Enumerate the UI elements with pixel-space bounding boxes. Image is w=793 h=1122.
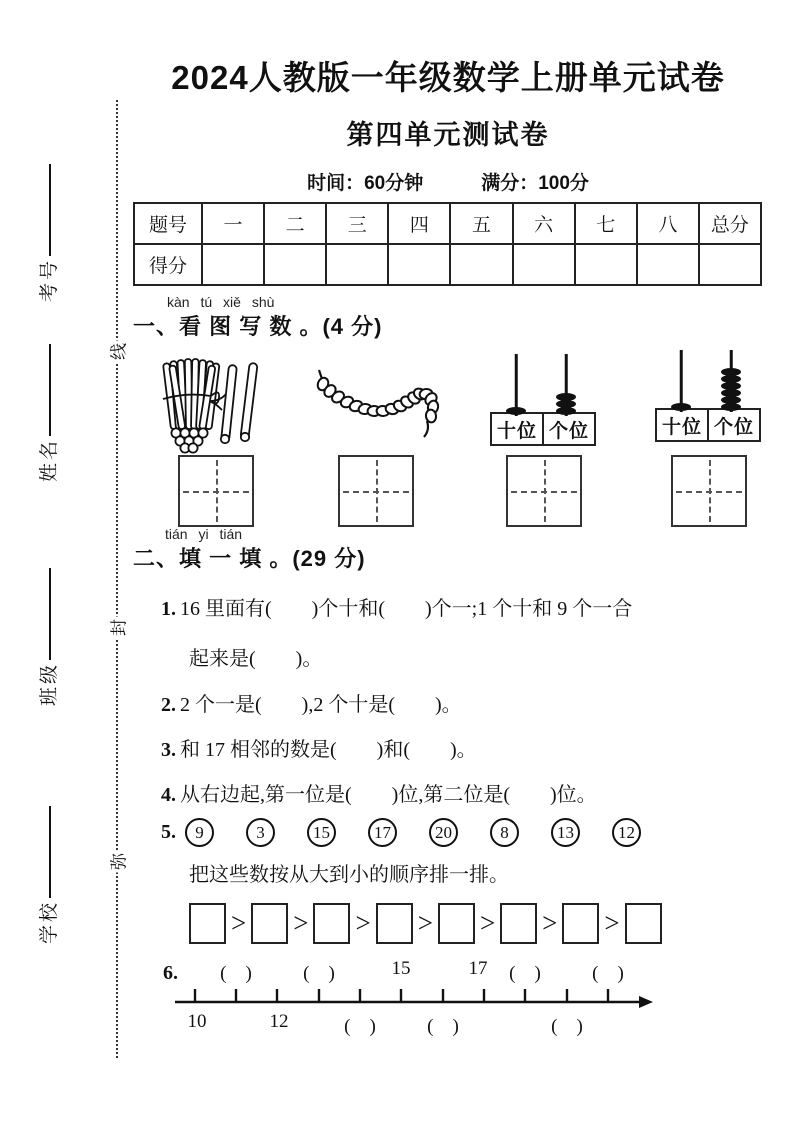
col-6: 六 bbox=[513, 203, 575, 244]
ones-beads bbox=[556, 393, 576, 414]
score-cell bbox=[264, 244, 326, 285]
exam-number-field bbox=[34, 164, 61, 302]
circled-number: 13 bbox=[551, 818, 580, 847]
col-1: 一 bbox=[202, 203, 264, 244]
name-label: 姓名 bbox=[39, 437, 60, 482]
school-blank-line bbox=[49, 806, 51, 898]
bead-string-figure bbox=[305, 366, 441, 458]
ordering-box bbox=[251, 903, 288, 944]
section2-heading: 二、填 一 填 。(29 分) bbox=[133, 546, 366, 571]
ones-place-label: 个位 bbox=[707, 408, 761, 442]
tens-rod bbox=[670, 350, 692, 410]
ordering-box bbox=[376, 903, 413, 944]
score-cell bbox=[202, 244, 264, 285]
ordering-box bbox=[562, 903, 599, 944]
greater-than-sign: > bbox=[293, 908, 309, 938]
ones-rod bbox=[720, 350, 742, 410]
circled-number: 3 bbox=[246, 818, 275, 847]
number-line-blank-below: ( ) bbox=[427, 1016, 459, 1037]
col-5: 五 bbox=[450, 203, 512, 244]
bead bbox=[556, 407, 576, 415]
abacus-base bbox=[655, 408, 761, 442]
col-2: 二 bbox=[264, 203, 326, 244]
arrow-head bbox=[639, 996, 653, 1008]
answer-grid-2 bbox=[338, 455, 414, 527]
section2-pinyin: tián yi tián bbox=[165, 526, 243, 542]
circled-number: 12 bbox=[612, 818, 641, 847]
score-label: 得分 bbox=[134, 244, 202, 285]
circled-number: 9 bbox=[185, 818, 214, 847]
score-table bbox=[133, 202, 762, 286]
number-line-blank-above: ( ) bbox=[509, 963, 541, 984]
greater-than-sign: > bbox=[355, 908, 371, 938]
greater-than-sign: > bbox=[542, 908, 558, 938]
greater-than-sign: > bbox=[231, 908, 247, 938]
number-line-blank-below: ( ) bbox=[344, 1016, 376, 1037]
ones-place-label: 个位 bbox=[542, 412, 596, 446]
main-content bbox=[133, 0, 763, 1122]
tens-place-label: 十位 bbox=[655, 408, 709, 442]
score-cell bbox=[388, 244, 450, 285]
circled-number: 17 bbox=[368, 818, 397, 847]
score-cell bbox=[450, 244, 512, 285]
question-1-number: 1. bbox=[161, 598, 176, 620]
question-4 bbox=[161, 778, 597, 807]
bead bbox=[671, 403, 691, 411]
col-8: 八 bbox=[637, 203, 699, 244]
info-row bbox=[133, 168, 763, 195]
greater-than-sign: > bbox=[604, 908, 620, 938]
class-label: 班级 bbox=[39, 661, 60, 706]
score-cell bbox=[637, 244, 699, 285]
ones-beads bbox=[721, 368, 741, 410]
question-2-number: 2. bbox=[161, 694, 176, 716]
question-2 bbox=[161, 688, 462, 717]
abacus-base bbox=[490, 412, 596, 446]
number-line-blank-below: ( ) bbox=[551, 1016, 583, 1037]
ordering-box bbox=[313, 903, 350, 944]
ordering-box bbox=[438, 903, 475, 944]
tens-beads bbox=[671, 403, 691, 410]
section1-pinyin: kàn tú xiě shù bbox=[167, 294, 275, 310]
question-5-instruction: 把这些数按从大到小的顺序排一排。 bbox=[189, 864, 509, 886]
question-4-number: 4. bbox=[161, 784, 176, 806]
score-cell bbox=[699, 244, 761, 285]
tens-beads bbox=[506, 407, 526, 414]
ordering-box bbox=[625, 903, 662, 944]
tens-place-label: 十位 bbox=[490, 412, 544, 446]
tens-rod bbox=[505, 354, 527, 414]
number-line-blank-above: ( ) bbox=[220, 963, 252, 984]
circled-number: 20 bbox=[429, 818, 458, 847]
question-2-text: 2 个一是( ),2 个十是( )。 bbox=[180, 694, 462, 716]
score-cell bbox=[326, 244, 388, 285]
question-4-text: 从右边起,第一位是( )位,第二位是( )位。 bbox=[180, 784, 597, 806]
number-line-value-12: 12 bbox=[269, 1011, 289, 1032]
name-blank-line bbox=[49, 344, 51, 436]
score-cell bbox=[575, 244, 637, 285]
col-total: 总分 bbox=[699, 203, 761, 244]
greater-than-sign: > bbox=[479, 908, 496, 938]
page-subtitle: 第四单元测试卷 bbox=[346, 120, 550, 150]
question-1-line-2: 起来是( )。 bbox=[189, 648, 323, 670]
question-3 bbox=[161, 733, 477, 762]
answer-grid-1 bbox=[178, 455, 254, 527]
question-3-number: 3. bbox=[161, 739, 176, 761]
col-3: 三 bbox=[326, 203, 388, 244]
answer-grid-4 bbox=[671, 455, 747, 527]
full-score: 满分：100分 bbox=[481, 173, 589, 194]
number-line-value-15: 15 bbox=[391, 958, 411, 979]
school-field bbox=[34, 806, 61, 944]
circled-number: 15 bbox=[307, 818, 336, 847]
greater-than-sign: > bbox=[417, 908, 433, 938]
question-1-line-1 bbox=[161, 592, 632, 621]
score-table-score-row bbox=[134, 244, 761, 285]
score-cell bbox=[513, 244, 575, 285]
school-label: 学校 bbox=[39, 899, 60, 944]
ordering-boxes-row bbox=[189, 903, 662, 944]
ordering-box bbox=[189, 903, 226, 944]
score-table-header-row bbox=[134, 203, 761, 244]
place-value-abacus-2 bbox=[655, 350, 763, 442]
class-field bbox=[34, 568, 61, 706]
sticks-bundle-figure bbox=[161, 357, 265, 455]
answer-grid-3 bbox=[506, 455, 582, 527]
col-7: 七 bbox=[575, 203, 637, 244]
number-line bbox=[173, 956, 673, 1048]
question-5-number: 5. bbox=[161, 820, 176, 843]
page-title: 2024人教版一年级数学上册单元试卷 bbox=[171, 59, 725, 96]
question-number-label: 题号 bbox=[134, 203, 202, 244]
name-field bbox=[34, 344, 61, 482]
place-value-abacus-1 bbox=[490, 354, 598, 446]
section1-heading: 一、看 图 写 数 。(4 分) bbox=[133, 314, 383, 339]
ordering-box bbox=[500, 903, 537, 944]
seal-char-feng: 封 bbox=[102, 617, 133, 639]
number-line-blank-above: ( ) bbox=[592, 963, 624, 984]
question-3-text: 和 17 相邻的数是( )和( )。 bbox=[180, 739, 477, 761]
seal-char-xian: 线 bbox=[102, 341, 133, 363]
seal-dotted-line bbox=[116, 100, 118, 1058]
col-4: 四 bbox=[388, 203, 450, 244]
bead bbox=[506, 407, 526, 415]
bead bbox=[721, 403, 741, 411]
seal-char-mi: 弥 bbox=[102, 851, 133, 873]
exam-number-label: 考号 bbox=[39, 257, 60, 302]
number-line-blank-above: ( ) bbox=[303, 963, 335, 984]
number-line-value-10: 10 bbox=[187, 1011, 207, 1032]
ones-rod bbox=[555, 354, 577, 414]
question-1-text: 16 里面有( )个十和( )个一;1 个十和 9 个一合 bbox=[180, 598, 633, 620]
number-line-value-17: 17 bbox=[468, 958, 488, 979]
time-limit: 时间：60分钟 bbox=[307, 173, 424, 194]
question-5 bbox=[161, 818, 668, 847]
class-blank-line bbox=[49, 568, 51, 660]
question-6-number: 6. bbox=[163, 962, 178, 984]
circled-number: 8 bbox=[490, 818, 519, 847]
exam-number-blank-line bbox=[49, 164, 51, 256]
